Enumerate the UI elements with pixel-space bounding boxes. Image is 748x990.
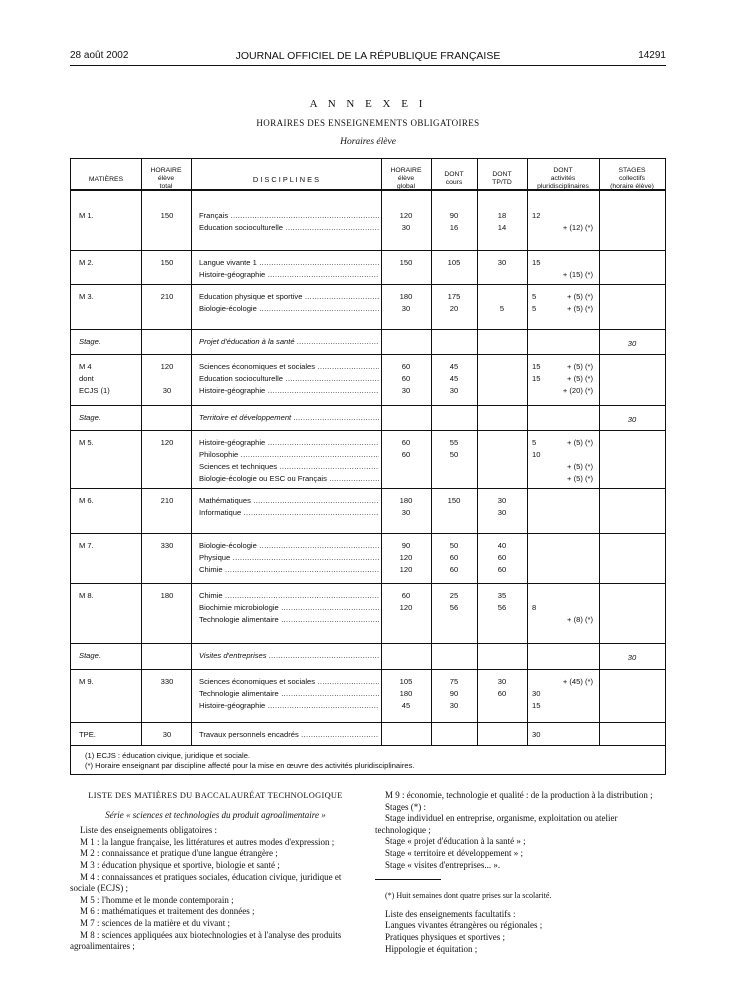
list-item: M 5 : l'homme et le monde contemporain ; [80, 894, 234, 905]
header-matieres: MATIÈRES [88, 176, 124, 183]
horaire-global-cell: 90 [401, 541, 411, 550]
annex-title: A N N E X E I [309, 98, 427, 110]
cours-cell: 150 [447, 496, 461, 505]
horaire-global-cell: 120 [399, 553, 413, 562]
column-divider [477, 159, 478, 745]
header-pluridisciplinaires: DONT activités pluridisciplinaires [537, 167, 589, 190]
list-item: M 3 : éducation physique et sportive, biologie et santé ; [80, 859, 280, 870]
column-divider [381, 159, 382, 745]
row-divider [71, 533, 665, 534]
horaire-total-cell: 30 [162, 386, 172, 395]
discipline-cell: Biologie-écologie ou ESC ou Français ..... [199, 473, 379, 485]
tptd-cell: 60 [497, 689, 507, 698]
discipline-cell: Biochimie microbiologie ..... [199, 602, 379, 614]
horaire-total-cell: 150 [160, 258, 174, 267]
discipline-cell: Physique ..... [199, 552, 379, 564]
horaire-global-cell: 105 [399, 677, 413, 686]
header-cours: DONT cours [444, 171, 464, 186]
list-item: M 8 : sciences appliquées aux biotechnologies et à l'analyse des produits agroalimentaires ; [70, 929, 342, 952]
column-divider [431, 159, 432, 745]
discipline-cell: Français ..... [199, 210, 379, 222]
pluri-extra-cell: + (5) (*) [567, 362, 593, 371]
discipline-cell: Histoire-géographie ..... [199, 269, 379, 281]
tptd-cell: 30 [497, 496, 507, 505]
horaire-global-cell: 180 [399, 689, 413, 698]
discipline-cell: Education socioculturelle ..... [199, 373, 379, 385]
header-disciplines: D I S C I P L I N E S [252, 175, 320, 184]
tptd-cell: 60 [497, 553, 507, 562]
pluri-cell: 5 [532, 438, 537, 447]
pluri-extra-cell: + (12) (*) [562, 223, 593, 232]
discipline-cell: Sciences et techniques ..... [199, 461, 379, 473]
cours-cell: 105 [447, 258, 461, 267]
matiere-cell: M 1. [79, 211, 94, 220]
discipline-cell: Histoire-géographie ..... [199, 700, 379, 712]
header-divider [71, 189, 665, 191]
discipline-cell: Mathématiques ..... [199, 495, 379, 507]
annex-section: Horaires élève [340, 137, 396, 147]
matiere-cell: Stage. [79, 651, 101, 660]
row-divider [71, 329, 665, 330]
list-item: Pratiques physiques et sportives ; [385, 931, 505, 942]
cours-cell: 60 [449, 553, 459, 562]
serie-title: Série « sciences et technologies du produit agroalimentaire » [105, 809, 326, 820]
horaire-global-cell: 30 [401, 508, 411, 517]
horaire-total-cell: 30 [162, 730, 172, 739]
stage-cell: 30 [627, 415, 637, 424]
horaire-total-cell: 150 [160, 211, 174, 220]
pluri-extra-cell: + (5) (*) [567, 374, 593, 383]
column-divider [191, 159, 192, 745]
horaire-global-cell: 180 [399, 292, 413, 301]
discipline-cell: Sciences économiques et sociales ..... [199, 361, 379, 373]
horaire-global-cell: 60 [401, 591, 411, 600]
horaire-global-cell: 180 [399, 496, 413, 505]
horaire-global-cell: 60 [401, 450, 411, 459]
horaire-global-cell: 30 [401, 223, 411, 232]
pluri-extra-cell: + (8) (*) [567, 615, 593, 624]
header-horaire-total: HORAIRE élève total [150, 167, 182, 190]
cours-cell: 30 [449, 386, 459, 395]
matiere-cell: M 9. [79, 677, 94, 686]
discipline-cell: Biologie-écologie ..... [199, 540, 379, 552]
pluri-cell: 5 [532, 292, 537, 301]
footnote-horaire: (*) Horaire enseignant par discipline affecté pour la mise en œuvre des activités pluridisciplinaires. [85, 761, 415, 770]
list-item: Langues vivantes étrangères ou régionales ; [385, 920, 543, 931]
horaire-global-cell: 120 [399, 603, 413, 612]
horaire-global-cell: 120 [399, 211, 413, 220]
discipline-cell: Informatique ..... [199, 507, 379, 519]
cours-cell: 16 [449, 223, 459, 232]
list-item: M 7 : sciences de la matière et du vivant ; [80, 917, 230, 928]
cours-cell: 30 [449, 701, 459, 710]
horaire-total-cell: 120 [160, 362, 174, 371]
list-item: M 4 : connaissances et pratiques sociales, éducation civique, juridique et sociale (ECJS) ; [70, 871, 342, 894]
list-item: Stages (*) : [385, 801, 426, 812]
cours-cell: 50 [449, 450, 459, 459]
row-divider [71, 745, 665, 746]
tptd-cell: 18 [497, 211, 507, 220]
discipline-cell: Technologie alimentaire ..... [199, 614, 379, 626]
tptd-cell: 40 [497, 541, 507, 550]
pluri-cell: 5 [532, 304, 537, 313]
discipline-cell: Territoire et développement ..... [199, 412, 379, 424]
horaire-total-cell: 330 [160, 677, 174, 686]
pluri-cell: 15 [532, 374, 541, 383]
cours-cell: 25 [449, 591, 459, 600]
row-divider [71, 250, 665, 251]
list-item: Stage « visites d'entreprises... ». [385, 859, 501, 870]
tptd-cell: 30 [497, 258, 507, 267]
discipline-cell: Sciences économiques et sociales ..... [199, 676, 379, 688]
cours-cell: 90 [449, 689, 459, 698]
list-item: M 6 : mathématiques et traitement des données ; [80, 906, 255, 917]
footnote-rule [375, 879, 441, 880]
row-divider [71, 488, 665, 489]
matiere-cell: M 7. [79, 541, 94, 550]
horaire-total-cell: 210 [160, 292, 174, 301]
matiere-cell: M 2. [79, 258, 94, 267]
stage-cell: 30 [627, 339, 637, 348]
discipline-cell: Technologie alimentaire ..... [199, 688, 379, 700]
list-item: Stage « territoire et développement » ; [385, 847, 523, 858]
matiere-cell: M 6. [79, 496, 94, 505]
cours-cell: 175 [447, 292, 461, 301]
pluri-extra-cell: + (45) (*) [562, 677, 593, 686]
horaire-global-cell: 120 [399, 565, 413, 574]
list-title: LISTE DES MATIÈRES DU BACCALAURÉAT TECHNOLOGIQUE [88, 791, 343, 800]
annex-subtitle: HORAIRES DES ENSEIGNEMENTS OBLIGATOIRES [256, 118, 480, 128]
row-divider [71, 284, 665, 285]
horaire-total-cell: 120 [160, 438, 174, 447]
matiere-cell: dont [79, 374, 94, 383]
cours-cell: 75 [449, 677, 459, 686]
discipline-cell: Histoire-géographie ..... [199, 385, 379, 397]
left-column [70, 790, 361, 953]
tptd-cell: 5 [499, 304, 505, 313]
horaire-total-cell: 330 [160, 541, 174, 550]
pluri-cell: 30 [532, 730, 541, 739]
matiere-cell: TPE. [79, 730, 96, 739]
horaire-total-cell: 180 [160, 591, 174, 600]
header-stages: STAGES collectifs (horaire élève) [610, 167, 654, 190]
discipline-cell: Projet d'éducation à la santé ..... [199, 336, 379, 348]
horaire-global-cell: 30 [401, 386, 411, 395]
discipline-cell: Biologie-écologie ..... [199, 303, 379, 315]
matiere-cell: M 3. [79, 292, 94, 301]
row-divider [71, 354, 665, 355]
cours-cell: 50 [449, 541, 459, 550]
cours-cell: 45 [449, 362, 459, 371]
pluri-extra-cell: + (5) (*) [567, 304, 593, 313]
pluri-extra-cell: + (5) (*) [567, 462, 593, 471]
cours-cell: 90 [449, 211, 459, 220]
cours-cell: 55 [449, 438, 459, 447]
tptd-cell: 14 [497, 223, 507, 232]
stages-footnote: (*) Huit semaines dont quatre prises sur la scolarité. [385, 891, 552, 901]
pluri-cell: 15 [532, 362, 541, 371]
page-number: 14291 [638, 50, 666, 61]
discipline-cell: Histoire-géographie ..... [199, 437, 379, 449]
cours-cell: 45 [449, 374, 459, 383]
discipline-cell: Travaux personnels encadrés ..... [199, 729, 379, 741]
pluri-cell: 10 [532, 450, 541, 459]
header-horaire-global: HORAIRE élève global [390, 167, 422, 190]
pluri-extra-cell: + (5) (*) [567, 474, 593, 483]
column-divider [527, 159, 528, 745]
row-divider [71, 669, 665, 670]
pluri-extra-cell: + (15) (*) [562, 270, 593, 279]
stage-cell: 30 [627, 653, 637, 662]
header-tptd: DONT TP/TD [492, 171, 512, 186]
list-item: Stage individuel en entreprise, organisme, exploitation ou atelier technologique ; [375, 813, 618, 835]
row-divider [71, 643, 665, 644]
matiere-cell: Stage. [79, 413, 101, 422]
matiere-cell: ECJS (1) [79, 386, 110, 395]
discipline-cell: Chimie ..... [199, 590, 379, 602]
list-item: Hippologie et équitation ; [385, 943, 478, 954]
pluri-extra-cell: + (5) (*) [567, 292, 593, 301]
pluri-cell: 15 [532, 701, 541, 710]
row-divider [71, 405, 665, 406]
discipline-cell: Philosophie ..... [199, 449, 379, 461]
cours-cell: 20 [449, 304, 459, 313]
column-divider [599, 159, 600, 745]
schedule-table [70, 158, 666, 775]
tptd-cell: 30 [497, 508, 507, 517]
row-divider [71, 430, 665, 431]
discipline-cell: Visites d'entreprises ..... [199, 650, 379, 662]
tptd-cell: 60 [497, 565, 507, 574]
optional-intro: Liste des enseignements facultatifs : [385, 908, 516, 919]
tptd-cell: 30 [497, 677, 507, 686]
horaire-global-cell: 150 [399, 258, 413, 267]
mandatory-list [70, 837, 361, 953]
horaire-global-cell: 60 [401, 374, 411, 383]
mandatory-intro: Liste des enseignements obligatoires : [80, 825, 217, 836]
matiere-cell: M 8. [79, 591, 94, 600]
horaire-total-cell: 210 [160, 496, 174, 505]
footnote-ecjs: (1) ECJS : éducation civique, juridique et sociale. [85, 751, 251, 760]
discipline-cell: Education physique et sportive ..... [199, 291, 379, 303]
header-rule [70, 65, 666, 66]
matiere-cell: Stage. [79, 337, 101, 346]
discipline-cell: Langue vivante 1 ..... [199, 257, 379, 269]
cours-cell: 60 [449, 565, 459, 574]
pluri-cell: 15 [532, 258, 541, 267]
row-divider [71, 583, 665, 584]
discipline-cell: Chimie ..... [199, 564, 379, 576]
tptd-cell: 35 [497, 591, 507, 600]
column-divider [141, 159, 142, 745]
tptd-cell: 56 [497, 603, 507, 612]
horaire-global-cell: 45 [401, 701, 411, 710]
horaire-global-cell: 60 [401, 438, 411, 447]
matiere-cell: M 4 [79, 362, 92, 371]
pluri-extra-cell: + (20) (*) [562, 386, 593, 395]
header-date: 28 août 2002 [70, 50, 129, 61]
list-item: M 1 : la langue française, les littératures et autres modes d'expression ; [80, 836, 335, 847]
cours-cell: 56 [449, 603, 459, 612]
list-item: M 9 : économie, technologie et qualité : de la production à la distribution ; [385, 790, 653, 800]
list-item: Stage « projet d'éducation à la santé » ; [385, 836, 526, 847]
discipline-cell: Education socioculturelle ..... [199, 222, 379, 234]
row-divider [71, 722, 665, 723]
horaire-global-cell: 60 [401, 362, 411, 371]
matiere-cell: M 5. [79, 438, 94, 447]
pluri-cell: 12 [532, 211, 541, 220]
pluri-cell: 8 [532, 603, 537, 612]
journal-title: JOURNAL OFFICIEL DE LA RÉPUBLIQUE FRANÇAISE [235, 50, 501, 62]
list-item: M 2 : connaissance et pratique d'une langue étrangère ; [80, 848, 278, 859]
pluri-cell: 30 [532, 689, 541, 698]
right-column [375, 790, 666, 955]
horaire-global-cell: 30 [401, 304, 411, 313]
pluri-extra-cell: + (5) (*) [567, 438, 593, 447]
